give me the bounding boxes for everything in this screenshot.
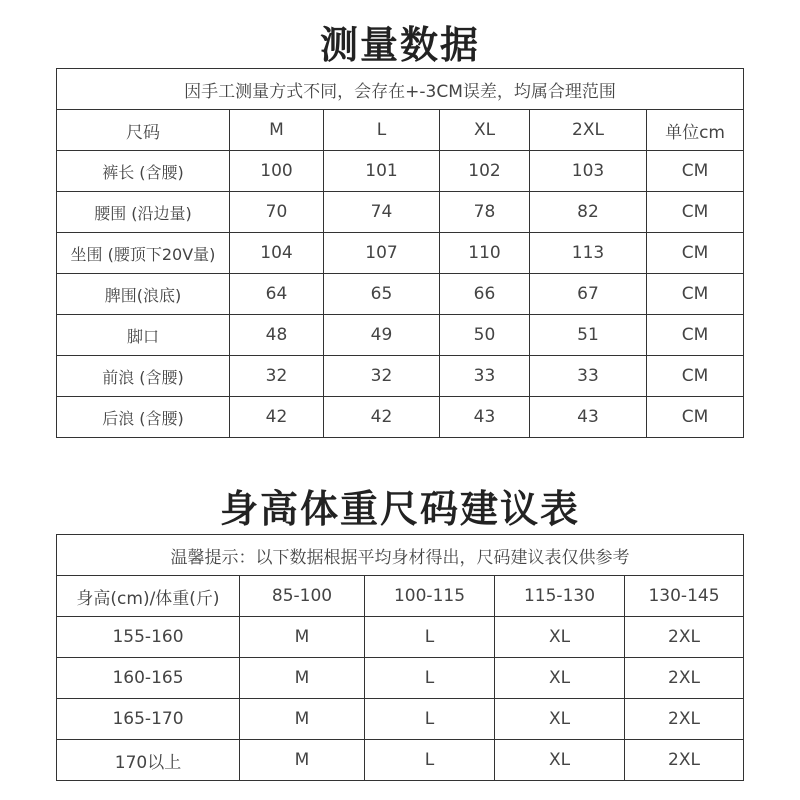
unit-cell: CM [647, 233, 744, 274]
table-row [57, 356, 744, 397]
table-cell: 74 [324, 192, 440, 233]
table-cell: XL [495, 699, 625, 740]
measurement-header-row [57, 110, 744, 151]
header-weight-130-145: 130-145 [625, 576, 744, 617]
table-row [57, 699, 744, 740]
table-row [57, 658, 744, 699]
table-cell: 43 [530, 397, 647, 438]
table-cell: 32 [230, 356, 324, 397]
measurement-table [56, 68, 744, 438]
table-cell: M [240, 699, 365, 740]
table-cell: 70 [230, 192, 324, 233]
header-m: M [230, 110, 324, 151]
recommendation-header-row [57, 576, 744, 617]
row-label: 坐围 (腰顶下20V量) [57, 233, 230, 274]
header-size: 尺码 [57, 110, 230, 151]
row-label: 165-170 [57, 699, 240, 740]
table-cell: 42 [324, 397, 440, 438]
table-cell: 107 [324, 233, 440, 274]
recommendation-note: 温馨提示：以下数据根据平均身材得出，尺码建议表仅供参考 [57, 535, 744, 576]
header-l: L [324, 110, 440, 151]
measurement-note: 因手工测量方式不同，会存在+-3CM误差，均属合理范围 [57, 69, 744, 110]
row-label: 腰围 (沿边量) [57, 192, 230, 233]
recommendation-table [56, 534, 744, 781]
table-cell: 2XL [625, 617, 744, 658]
table-cell: 2XL [625, 658, 744, 699]
table-cell: M [240, 658, 365, 699]
table-cell: 65 [324, 274, 440, 315]
table-row [57, 315, 744, 356]
table-cell: XL [495, 658, 625, 699]
row-label: 前浪 (含腰) [57, 356, 230, 397]
table-cell: 113 [530, 233, 647, 274]
table-cell: 67 [530, 274, 647, 315]
row-label: 后浪 (含腰) [57, 397, 230, 438]
table-cell: L [365, 658, 495, 699]
table-row [57, 397, 744, 438]
table-cell: 50 [440, 315, 530, 356]
table-cell: M [240, 740, 365, 781]
table-cell: XL [495, 740, 625, 781]
unit-cell: CM [647, 274, 744, 315]
table-cell: 2XL [625, 740, 744, 781]
table-cell: 100 [230, 151, 324, 192]
header-weight-85-100: 85-100 [240, 576, 365, 617]
table-cell: 43 [440, 397, 530, 438]
table-cell: 33 [530, 356, 647, 397]
measurement-title: 测量数据 [319, 23, 480, 67]
unit-cell: CM [647, 315, 744, 356]
table-cell: 103 [530, 151, 647, 192]
table-cell: 42 [230, 397, 324, 438]
table-cell: 110 [440, 233, 530, 274]
table-cell: L [365, 740, 495, 781]
unit-cell: CM [647, 192, 744, 233]
table-cell: 82 [530, 192, 647, 233]
unit-cell: CM [647, 356, 744, 397]
table-cell: 33 [440, 356, 530, 397]
row-label: 脚口 [57, 315, 230, 356]
row-label: 160-165 [57, 658, 240, 699]
table-cell: 51 [530, 315, 647, 356]
table-row [57, 740, 744, 781]
table-cell: 66 [440, 274, 530, 315]
table-cell: 104 [230, 233, 324, 274]
table-cell: L [365, 699, 495, 740]
header-height-weight: 身高(cm)/体重(斤) [57, 576, 240, 617]
row-label: 裤长 (含腰) [57, 151, 230, 192]
unit-cell: CM [647, 151, 744, 192]
table-cell: 2XL [625, 699, 744, 740]
recommendation-title: 身高体重尺码建议表 [219, 487, 580, 531]
table-cell: 78 [440, 192, 530, 233]
table-cell: 101 [324, 151, 440, 192]
table-row [57, 233, 744, 274]
row-label: 155-160 [57, 617, 240, 658]
table-cell: L [365, 617, 495, 658]
row-label: 脾围(浪底) [57, 274, 230, 315]
recommendation-note-row [57, 535, 744, 576]
table-row [57, 151, 744, 192]
unit-cell: CM [647, 397, 744, 438]
row-label: 170以上 [57, 740, 240, 781]
header-weight-115-130: 115-130 [495, 576, 625, 617]
table-row [57, 274, 744, 315]
header-xl: XL [440, 110, 530, 151]
table-cell: 48 [230, 315, 324, 356]
table-cell: 32 [324, 356, 440, 397]
table-cell: M [240, 617, 365, 658]
header-unit: 单位cm [647, 110, 744, 151]
table-cell: 102 [440, 151, 530, 192]
table-row [57, 192, 744, 233]
table-cell: 64 [230, 274, 324, 315]
table-row [57, 617, 744, 658]
measurement-note-row [57, 69, 744, 110]
table-cell: XL [495, 617, 625, 658]
header-2xl: 2XL [530, 110, 647, 151]
table-cell: 49 [324, 315, 440, 356]
header-weight-100-115: 100-115 [365, 576, 495, 617]
